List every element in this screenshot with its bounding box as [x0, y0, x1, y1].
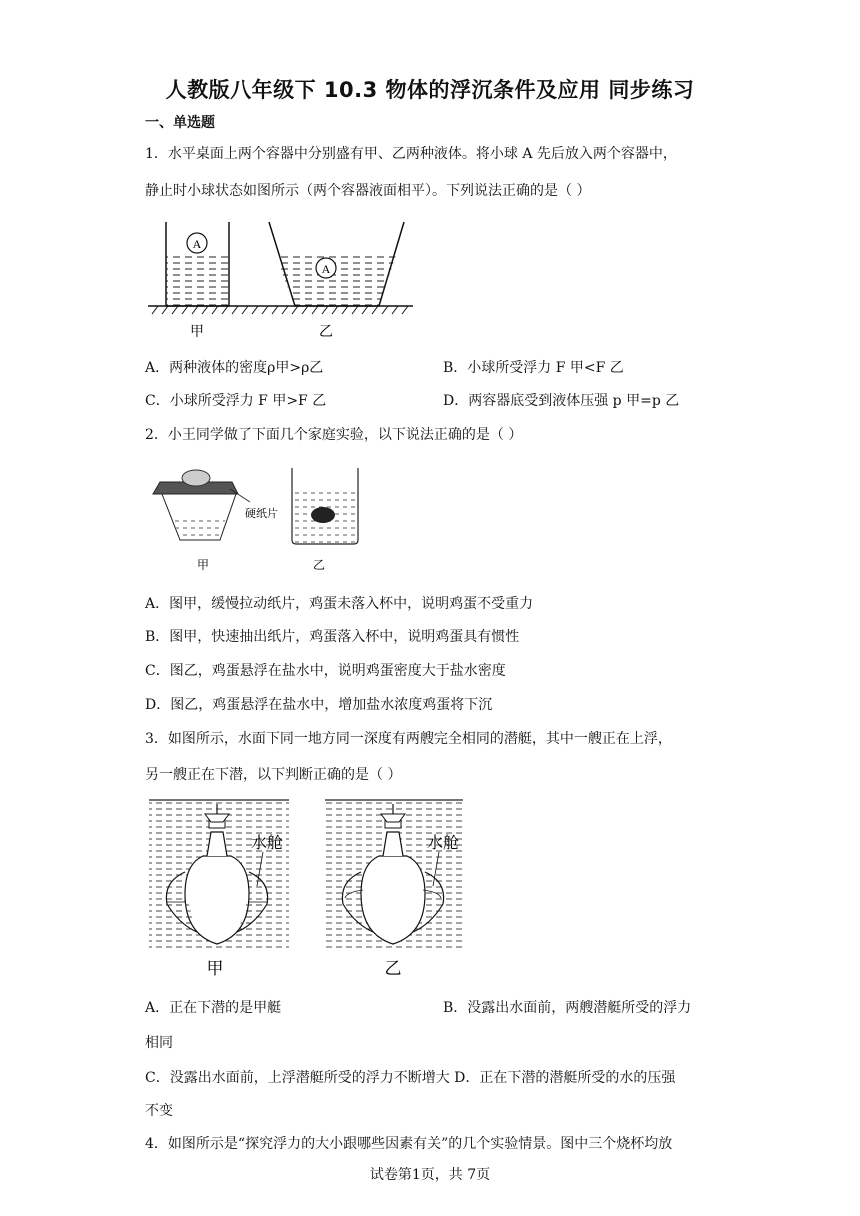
q3-option-c-d: C．没露出水面前，上浮潜艇所受的浮力不断增大 D．正在下潜的潜艇所受的水的压强: [145, 1070, 676, 1086]
q1-option-c: C．小球所受浮力 F 甲>F 乙: [145, 393, 327, 409]
q2-option-a: A．图甲，缓慢拉动纸片，鸡蛋未落入杯中，说明鸡蛋不受重力: [145, 596, 534, 612]
page-footer: 试卷第1页，共 7页: [369, 1167, 491, 1183]
q3-stem-line2: 另一艘正在下潜，以下判断正确的是（ ）: [145, 767, 402, 783]
q2-stem-line1: 2．小王同学做了下面几个家庭实验，以下说法正确的是（ ）: [145, 427, 523, 443]
table-hatching: [152, 306, 408, 314]
q1-fig-label-jia: 甲: [190, 324, 204, 340]
water-jia: [173, 518, 226, 540]
q1-stem-line1: 1．水平桌面上两个容器中分别盛有甲、乙两种液体。将小球 A 先后放入两个容器中，: [145, 146, 677, 162]
q3-option-b-cont: 相同: [145, 1035, 173, 1051]
q1-figure: [148, 218, 416, 343]
tank-label: 水舱: [251, 833, 284, 852]
q3-option-b: B．没露出水面前，两艘潜艇所受的浮力: [443, 1000, 692, 1016]
q1-option-a: A．两种液体的密度ρ甲>ρ乙: [145, 360, 324, 376]
liquid-jia: [166, 252, 229, 306]
tank-label: 水舱: [427, 833, 460, 852]
q3-stem-line1: 3．如图所示，水面下同一地方同一深度有两艘完全相同的潜艇，其中一艘正在上浮，: [145, 731, 672, 747]
ball-a-label: A: [321, 262, 331, 276]
q1-fig-label-yi: 乙: [319, 324, 333, 340]
section-heading: 一、单选题: [145, 115, 215, 131]
q2-figure: [150, 462, 375, 574]
q2-fig-label-jia: 甲: [196, 558, 210, 572]
egg-yi: [311, 507, 335, 523]
card-label: 硬纸片: [245, 507, 278, 520]
q3-option-a: A．正在下潜的是甲艇: [145, 1000, 282, 1016]
ball-a-label: A: [192, 237, 202, 251]
q1-option-b: B．小球所受浮力 F 甲<F 乙: [443, 360, 624, 376]
q3-fig-label-jia: 甲: [206, 959, 224, 979]
q2-option-b: B．图甲，快速抽出纸片，鸡蛋落入杯中，说明鸡蛋具有惯性: [145, 629, 520, 645]
egg-jia: [182, 470, 210, 486]
page-title: 人教版八年级下 10.3 物体的浮沉条件及应用 同步练习: [165, 78, 695, 102]
q4-stem-line1: 4．如图所示是“探究浮力的大小跟哪些因素有关”的几个实验情景。图中三个烧杯均放: [145, 1136, 673, 1152]
q3-figure: [145, 794, 465, 980]
q3-fig-label-yi: 乙: [384, 959, 402, 979]
q2-fig-label-yi: 乙: [312, 558, 326, 572]
q2-option-c: C．图乙，鸡蛋悬浮在盐水中，说明鸡蛋密度大于盐水密度: [145, 663, 506, 679]
card-pointer: [230, 489, 250, 502]
liquid-yi: [268, 252, 403, 308]
q1-stem-line2: 静止时小球状态如图所示（两个容器液面相平）。下列说法正确的是（ ）: [145, 183, 591, 199]
q3-option-d-cont: 不变: [145, 1103, 173, 1119]
q1-option-d: D．两容器底受到液体压强 p 甲=p 乙: [443, 393, 680, 409]
q2-option-d: D．图乙，鸡蛋悬浮在盐水中，增加盐水浓度鸡蛋将下沉: [145, 697, 493, 713]
